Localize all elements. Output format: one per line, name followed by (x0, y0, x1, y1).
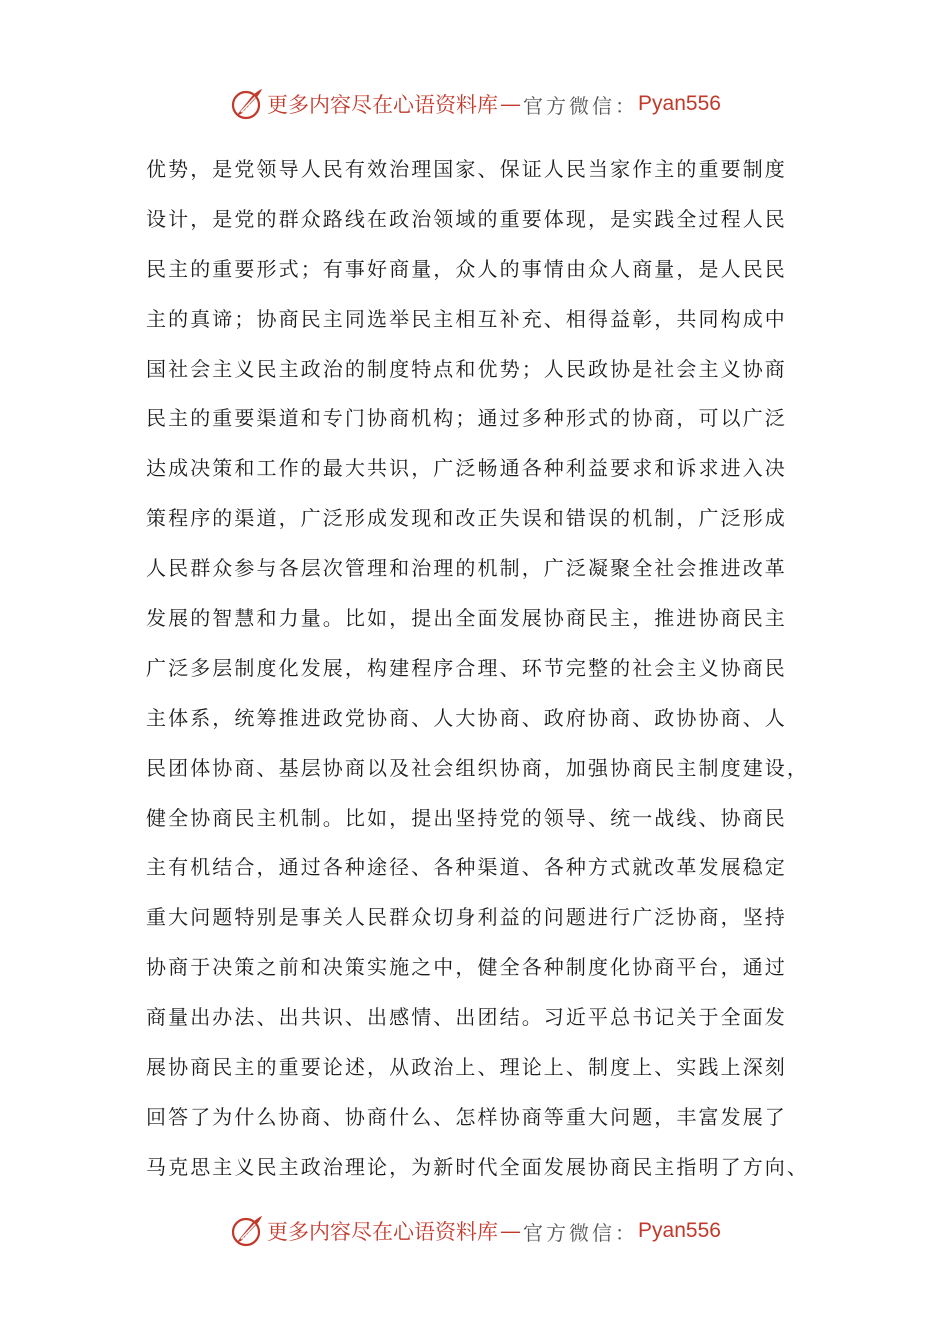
quill-logo-icon (229, 86, 265, 122)
body-line: 优势，是党领导人民有效治理国家、保证人民当家作主的重要制度 (146, 157, 787, 181)
banner-separator: — (500, 92, 522, 116)
brand-text: 更多内容尽在心语资料库 (267, 1220, 499, 1244)
body-line: 民主的重要渠道和专门协商机构；通过多种形式的协商，可以广泛 (146, 406, 787, 431)
body-line: 国社会主义民主政治的制度特点和优势；人民政协是社会主义协商 (146, 356, 787, 381)
body-line: 主的真谛；协商民主同选举民主相互补充、相得益彰，共同构成中 (146, 306, 787, 331)
header-banner (0, 84, 950, 124)
body-line: 民团体协商、基层协商以及社会组织协商，加强协商民主制度建设， (146, 755, 809, 780)
official-label: 官方微信： (523, 93, 639, 118)
body-line: 民主的重要形式；有事好商量，众人的事情由众人商量，是人民民 (146, 256, 787, 281)
body-line: 主有机结合，通过各种途径、各种渠道、各种方式就改革发展稳定 (146, 855, 787, 880)
body-line: 商量出办法、出共识、出感情、出团结。习近平总书记关于全面发 (146, 1005, 787, 1030)
body-line: 人民群众参与各层次管理和治理的机制，广泛凝聚全社会推进改革 (146, 556, 787, 581)
body-line: 设计，是党的群众路线在政治领域的重要体现，是实践全过程人民 (146, 206, 787, 231)
body-line: 发展的智慧和力量。比如，提出全面发展协商民主，推进协商民主 (146, 606, 787, 631)
wechat-id: Pyan556 (638, 1219, 721, 1242)
body-line: 策程序的渠道，广泛形成发现和改正失误和错误的机制，广泛形成 (146, 506, 787, 531)
banner-separator: — (500, 1219, 522, 1243)
brand-text: 更多内容尽在心语资料库 (267, 93, 499, 117)
body-line: 协商于决策之前和决策实施之中，健全各种制度化协商平台，通过 (146, 955, 787, 980)
footer-banner (0, 1211, 950, 1251)
body-line: 马克思主义民主政治理论，为新时代全面发展协商民主指明了方向、 (146, 1154, 809, 1179)
official-label: 官方微信： (523, 1220, 639, 1245)
body-line: 广泛多层制度化发展，构建程序合理、环节完整的社会主义协商民 (146, 655, 787, 680)
body-line: 重大问题特别是事关人民群众切身利益的问题进行广泛协商，坚持 (146, 905, 787, 930)
wechat-id: Pyan556 (638, 92, 721, 115)
quill-logo-icon (229, 1213, 265, 1249)
body-line: 展协商民主的重要论述，从政治上、理论上、制度上、实践上深刻 (146, 1055, 787, 1080)
body-line: 达成决策和工作的最大共识，广泛畅通各种利益要求和诉求进入决 (146, 456, 787, 481)
body-line: 回答了为什么协商、协商什么、怎样协商等重大问题，丰富发展了 (146, 1104, 787, 1129)
body-line: 主体系，统筹推进政党协商、人大协商、政府协商、政协协商、人 (146, 705, 787, 730)
body-line: 健全协商民主机制。比如，提出坚持党的领导、统一战线、协商民 (146, 805, 787, 830)
document-body (146, 150, 826, 1198)
